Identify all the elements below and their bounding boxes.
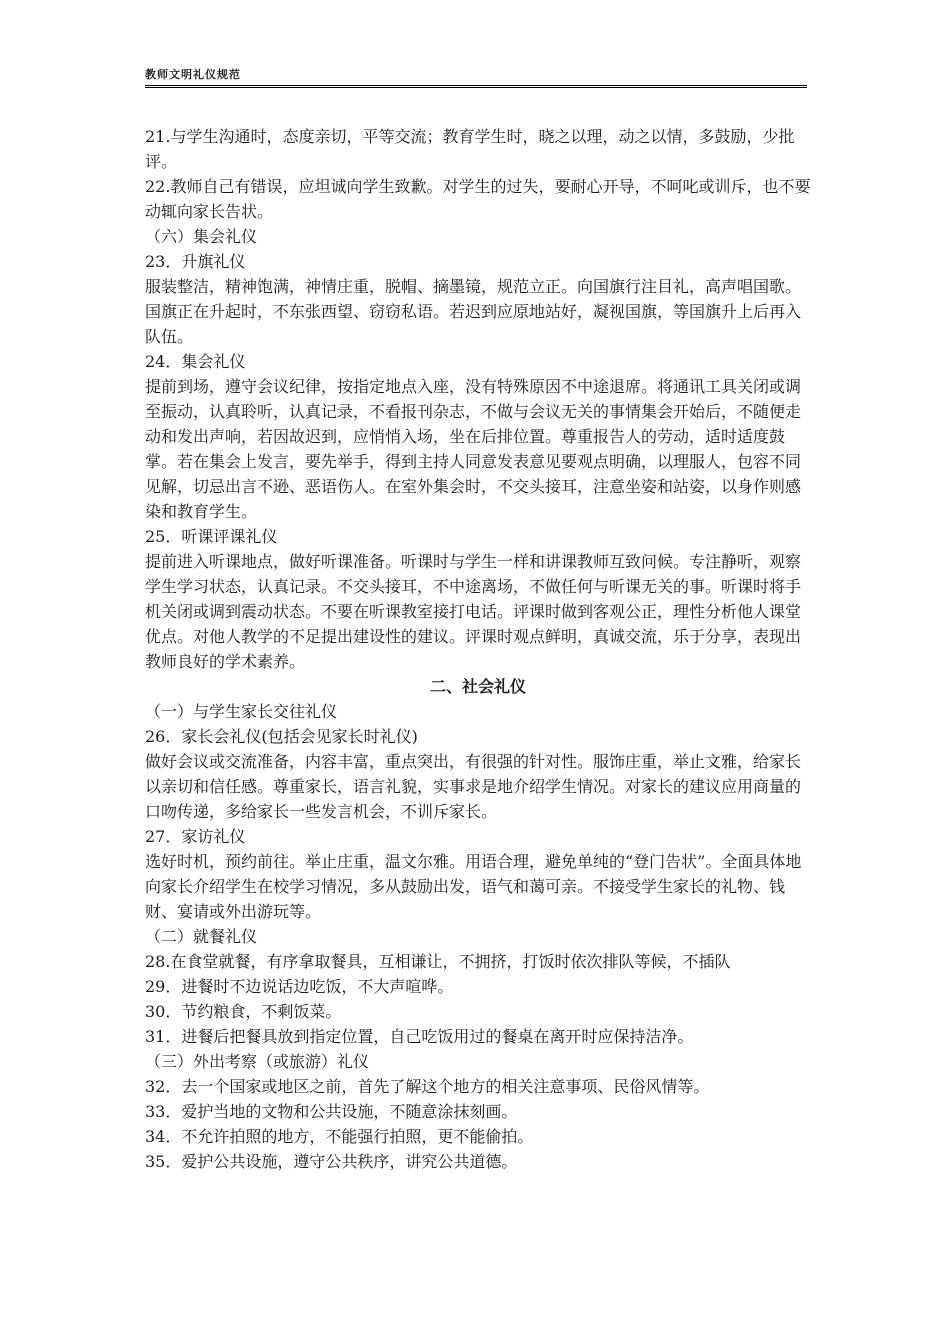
paragraph-27-body: 选好时机，预约前往。举止庄重，温文尔雅。用语合理，避免单纯的“登门告状”。全面具体地向家长介绍学生在校学习情况，多从鼓励出发，语气和蔼可亲。不接受学生家长的礼物、钱财、宴请或外出游玩等。 [145,852,802,921]
item-heading-24: 24．集会礼仪 [145,352,246,371]
paragraph-28: 28.在食堂就餐，有序拿取餐具，互相谦让，不拥挤，打饭时依次排队等候，不插队 [145,952,731,971]
paragraph-35: 35．爱护公共设施，遵守公共秩序，讲究公共道德。 [145,1152,518,1171]
page-header-title: 教师文明礼仪规范 [145,68,241,81]
item-heading-23: 23．升旗礼仪 [145,252,246,271]
subsection-heading-assembly: （六）集会礼仪 [145,227,258,246]
subsection-heading-dining: （二）就餐礼仪 [145,927,258,946]
header-divider [145,85,807,88]
paragraph-29: 29．进餐时不边说话边吃饭，不大声喧哗。 [145,977,454,996]
subsection-heading-parents: （一）与学生家长交往礼仪 [145,702,338,721]
subsection-heading-travel: （三）外出考察（或旅游）礼仪 [145,1052,370,1071]
item-heading-27: 27．家访礼仪 [145,827,246,846]
paragraph-21: 21.与学生沟通时，态度亲切，平等交流；教育学生时，晓之以理，动之以情，多鼓励，少批评。 [145,127,795,171]
paragraph-23-body: 服装整洁，精神饱满，神情庄重，脱帽、摘墨镜，规范立正。向国旗行注目礼，高声唱国歌。国旗正在升起时，不东张西望、窃窃私语。若迟到应原地站好，凝视国旗，等国旗升上后再入队伍。 [145,277,802,346]
paragraph-24-body: 提前到场，遵守会议纪律，按指定地点入座，没有特殊原因不中途退席。将通讯工具关闭或调至振动，认真聆听，认真记录，不看报刊杂志，不做与会议无关的事情集会开始后，不随便走动和发出声响，若因故迟到，应悄悄入场，坐在后排位置。尊重报告人的劳动，适时适度鼓掌。若在集会上发言，要先举手，得到主持人同意发表意见要观点明确，以理服人，包容不同见解，切忌出言不逊、恶语伤人。在室外集会时，不交头接耳，注意坐姿和站姿，以身作则感染和教育学生。 [145,377,802,521]
section-title: 二、社会礼仪 [429,677,526,696]
paragraph-25-body: 提前进入听课地点，做好听课准备。听课时与学生一样和讲课教师互致问候。专注静听，观察学生学习状态，认真记录。不交头接耳，不中途离场，不做任何与听课无关的事。听课时将手机关闭或调到震动状态。不要在听课教室接打电话。评课时做到客观公正，理性分析他人课堂优点。对他人教学的不足提出建设性的建议。评课时观点鲜明，真诚交流，乐于分享，表现出教师良好的学术素养。 [145,552,802,671]
item-heading-25: 25．听课评课礼仪 [145,527,278,546]
document-body [145,124,811,1174]
paragraph-22: 22.教师自己有错误，应坦诚向学生致歉。对学生的过失，要耐心开导，不呵叱或训斥，也不要动辄向家长告状。 [145,177,811,221]
item-heading-26: 26．家长会礼仪(包括会见家长时礼仪) [145,727,418,746]
paragraph-32: 32．去一个国家或地区之前，首先了解这个地方的相关注意事项、民俗风情等。 [145,1077,710,1096]
paragraph-34: 34．不允许拍照的地方，不能强行拍照，更不能偷拍。 [145,1127,534,1146]
paragraph-31: 31．进餐后把餐具放到指定位置，自己吃饭用过的餐桌在离开时应保持洁净。 [145,1027,694,1046]
paragraph-30: 30．节约粮食，不剩饭菜。 [145,1002,342,1021]
paragraph-26-body: 做好会议或交流准备，内容丰富，重点突出，有很强的针对性。服饰庄重，举止文雅，给家长以亲切和信任感。尊重家长，语言礼貌，实事求是地介绍学生情况。对家长的建议应用商量的口吻传递，多给家长一些发言机会，不训斥家长。 [145,752,802,821]
paragraph-33: 33．爱护当地的文物和公共设施，不随意涂抹刻画。 [145,1102,518,1121]
